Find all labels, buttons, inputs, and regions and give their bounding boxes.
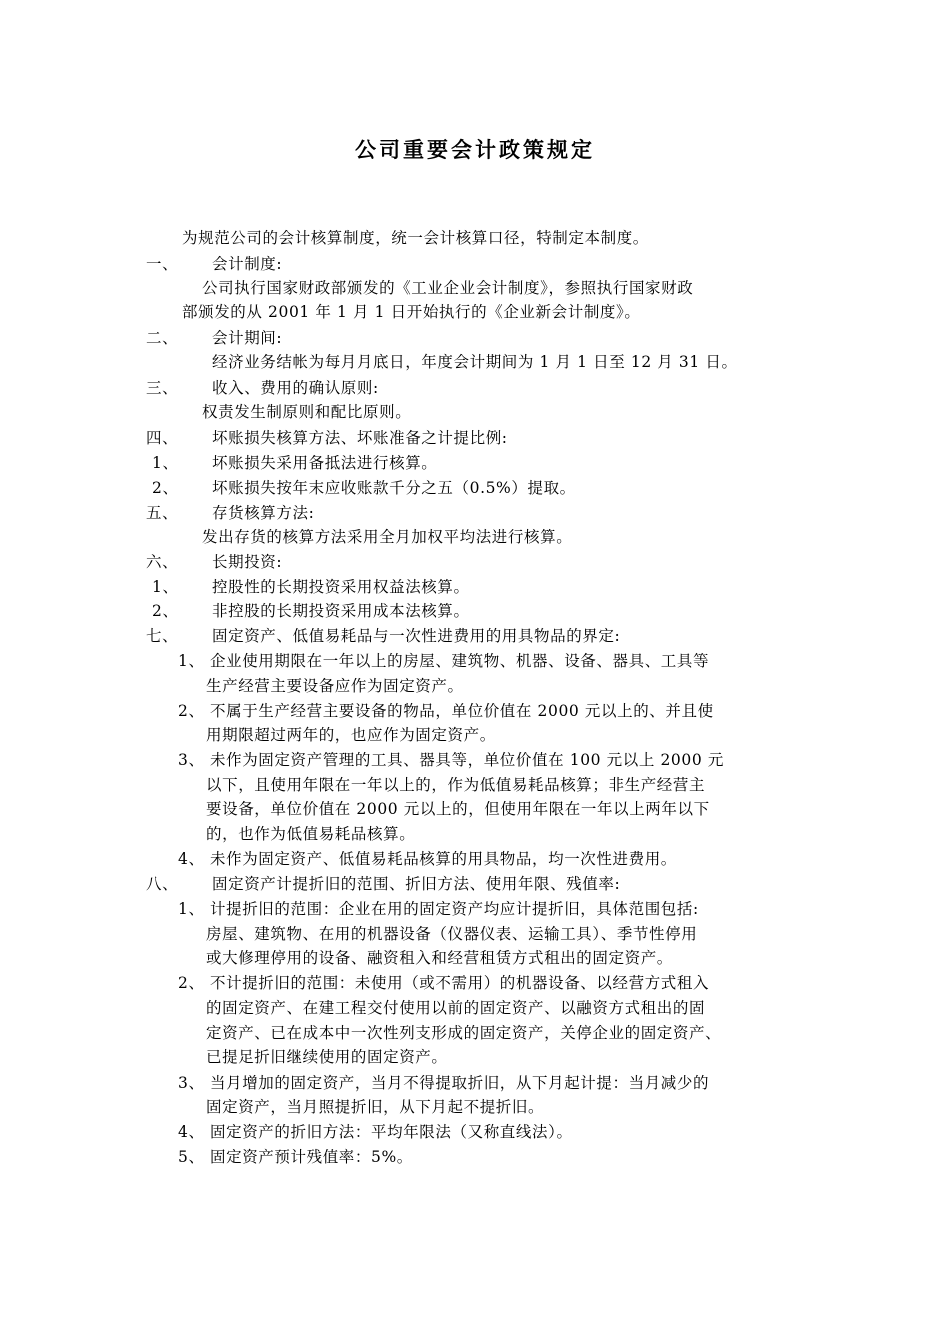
item-text: 未作为固定资产、低值易耗品核算的用具物品，均一次性进费用。: [210, 850, 677, 868]
section-title: 存货核算方法:: [212, 504, 315, 522]
section-title: 长期投资:: [212, 553, 283, 571]
item-text: 已提足折旧继续使用的固定资产。: [206, 1048, 448, 1066]
item-number: 4、: [178, 850, 205, 868]
item-text: 企业使用期限在一年以上的房屋、建筑物、机器、设备、器具、工具等: [210, 652, 710, 670]
item-text: 的，也作为低值易耗品核算。: [206, 825, 416, 843]
item-text: 计提折旧的范围：企业在用的固定资产均应计提折旧，具体范围包括:: [210, 900, 699, 918]
item-number: 2、: [152, 479, 179, 497]
section-title: 收入、费用的确认原则:: [212, 379, 379, 397]
section-title: 固定资产计提折旧的范围、折旧方法、使用年限、残值率:: [212, 875, 621, 893]
item-text: 以下，且使用年限在一年以上的，作为低值易耗品核算；非生产经营主: [206, 776, 706, 794]
item-text: 房屋、建筑物、在用的机器设备（仪器仪表、运输工具）、季节性停用: [206, 925, 698, 943]
item-number: 2、: [178, 974, 205, 992]
item-text: 当月增加的固定资产，当月不得提取折旧，从下月起计提：当月减少的: [210, 1074, 710, 1092]
section-number: 八、: [146, 875, 179, 893]
item-text: 要设备，单位价值在 2000 元以上的，但使用年限在一年以上两年以下: [206, 800, 710, 818]
item-text: 用期限超过两年的，也应作为固定资产。: [206, 726, 496, 744]
item-number: 2、: [152, 602, 179, 620]
item-text: 不计提折旧的范围：未使用（或不需用）的机器设备、以经营方式租入: [210, 974, 710, 992]
item-number: 2、: [178, 702, 205, 720]
item-number: 4、: [178, 1123, 205, 1141]
section-1-body: 部颁发的从 2001 年 1 月 1 日开始执行的《企业新会计制度》。: [182, 303, 641, 321]
item-number: 1、: [152, 578, 179, 596]
section-1-body: 公司执行国家财政部颁发的《工业企业会计制度》，参照执行国家财政: [202, 279, 694, 297]
item-number: 3、: [178, 1074, 205, 1092]
section-5-body: 发出存货的核算方法采用全月加权平均法进行核算。: [202, 528, 573, 546]
section-number: 五、: [146, 504, 179, 522]
intro-text: 为规范公司的会计核算制度，统一会计核算口径，特制定本制度。: [182, 229, 649, 247]
section-number: 三、: [146, 379, 179, 397]
item-text: 不属于生产经营主要设备的物品，单位价值在 2000 元以上的、并且使: [210, 702, 714, 720]
section-number: 七、: [146, 627, 179, 645]
item-number: 3、: [178, 751, 205, 769]
item-text: 固定资产，当月照提折旧，从下月起不提折旧。: [206, 1098, 545, 1116]
section-title: 会计期间:: [212, 329, 283, 347]
item-text: 或大修理停用的设备、融资租入和经营租赁方式租出的固定资产。: [206, 949, 673, 967]
section-number: 二、: [146, 329, 179, 347]
item-text: 坏账损失采用备抵法进行核算。: [212, 454, 438, 472]
section-title: 坏账损失核算方法、坏账准备之计提比例:: [212, 429, 508, 447]
item-text: 控股性的长期投资采用权益法核算。: [212, 578, 470, 596]
section-title: 会计制度:: [212, 255, 283, 273]
section-number: 六、: [146, 553, 179, 571]
section-number: 四、: [146, 429, 179, 447]
item-text: 坏账损失按年末应收账款千分之五（0.5%）提取。: [212, 479, 576, 497]
item-text: 固定资产预计残值率：5%。: [210, 1148, 413, 1166]
item-text: 固定资产的折旧方法：平均年限法（又称直线法）。: [210, 1123, 573, 1141]
item-text: 的固定资产、在建工程交付使用以前的固定资产、以融资方式租出的固: [206, 999, 706, 1017]
section-3-body: 权责发生制原则和配比原则。: [202, 403, 412, 421]
item-text: 定资产、已在成本中一次性列支形成的固定资产，关停企业的固定资产、: [206, 1024, 722, 1042]
section-number: 一、: [146, 255, 179, 273]
item-text: 生产经营主要设备应作为固定资产。: [206, 677, 464, 695]
item-number: 1、: [178, 900, 205, 918]
item-number: 5、: [178, 1148, 205, 1166]
section-title: 固定资产、低值易耗品与一次性进费用的用具物品的界定:: [212, 627, 621, 645]
item-text: 未作为固定资产管理的工具、器具等，单位价值在 100 元以上 2000 元: [210, 751, 724, 769]
item-number: 1、: [178, 652, 205, 670]
section-2-body: 经济业务结帐为每月月底日，年度会计期间为 1 月 1 日至 12 月 31 日。: [212, 353, 738, 371]
item-number: 1、: [152, 454, 179, 472]
page-title: 公司重要会计政策规定: [355, 138, 595, 162]
item-text: 非控股的长期投资采用成本法核算。: [212, 602, 470, 620]
